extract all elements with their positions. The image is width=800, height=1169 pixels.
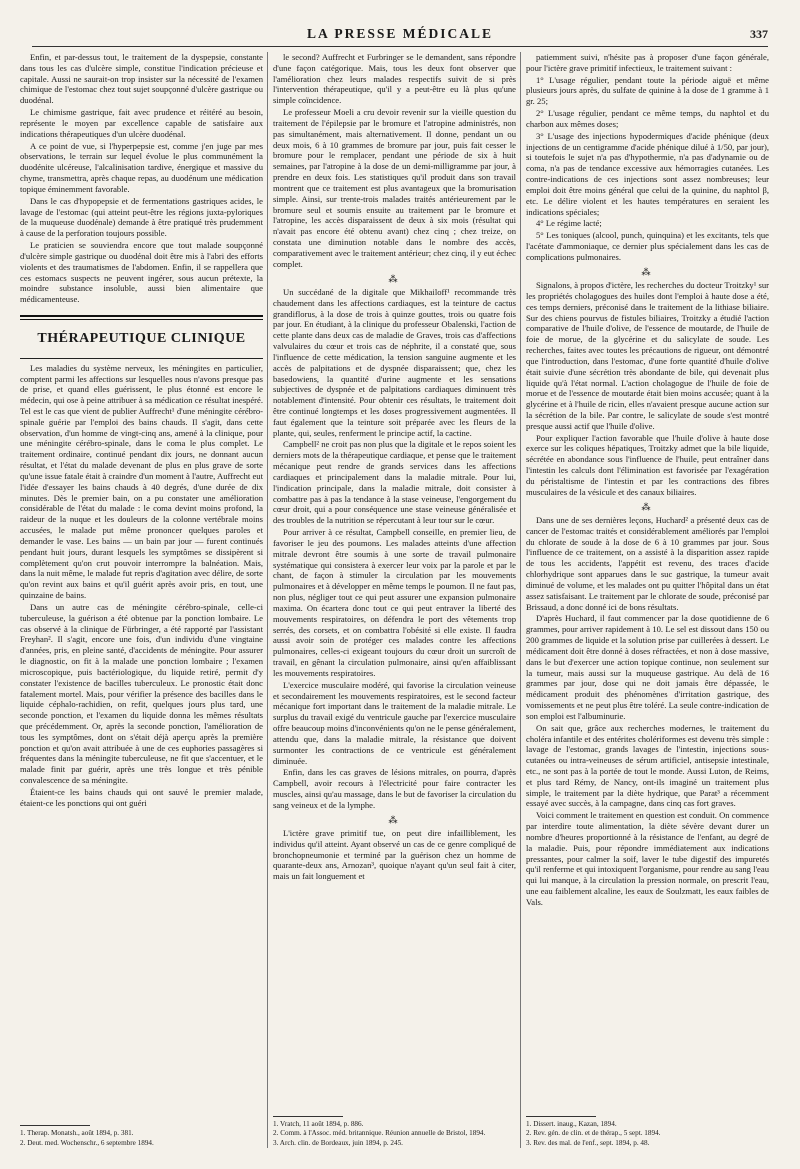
journal-title: LA PRESSE MÉDICALE	[306, 26, 494, 41]
page-number: 337	[750, 26, 768, 41]
paragraph: Voici comment le traitement en question est conduit. On commence par interdire toute alimentation, la diète sévère devant durer un nombre d'heures proportionné à la résistance de l'enfant, au degré de la maladie. Puis, pour répondre immédiatement aux indications pressantes, pour calmer la soif, laver le tube digestif des impuretés qu'il renferme et qui intoxiquent l'organisme, pour rendre au sang l'eau qui lui manque, à la circulation la pression normale, on prescrit l'eau, une eau faiblement alcaline, les eaux de Soulzmatt, les eaux faibles de Vals.	[526, 810, 769, 907]
paragraph: Campbell² ne croit pas non plus que la digitale et le repos soient les derniers mots de la thérapeutique cardiaque, et pense que le traitement mécanique peut rendre de grands services dans les affections cardiaques et principalement dans la maladie mitrale. Pour lui, l'indication principale, dans la maladie mitrale, doit consister à combattre pas à pas la tendance à la stase veineuse, l'engorgement du cœur droit, qui a pour conséquence une stase veineuse généralisée et des troubles de la nutrition se répercutant à leur tour sur le cœur.	[273, 439, 516, 526]
list-item: 2° L'usage régulier, pendant ce même temps, du naphtol et du charbon aux mêmes doses;	[526, 108, 769, 129]
section-stars: ⁂	[388, 273, 401, 284]
column-3	[526, 52, 769, 1148]
footnote: 1. Dissert. inaug., Kazan, 1894.	[526, 1119, 617, 1128]
paragraph: Le chimisme gastrique, fait avec prudence et réitéré au besoin, représente le moyen par excellence capable de satisfaire aux indications thérapeutiques d'un ulcère duodénal.	[20, 107, 263, 139]
paragraph: patiemment suivi, n'hésite pas à proposer d'une façon générale, pour l'ictère grave primitif infectieux, le traitement suivant :	[526, 52, 769, 73]
section-title: THÉRAPEUTIQUE CLINIQUE	[37, 331, 246, 347]
paragraph: L'ictère grave primitif tue, on peut dire infailliblement, les individus qu'il atteint. Ayant observé un cas de ce genre compliqué de bronchopneumonie et terminé par la guérison chez un homme de quarante-deux ans, Arnozan³, quoique n'ayant qu'un seul fait à citer, mais un fait longuement et	[273, 827, 516, 882]
paragraph: Étaient-ce les bains chauds qui ont sauvé le premier malade, étaient-ce les ponctions qui ont guéri	[20, 786, 263, 808]
paragraph: Pour arriver à ce résultat, Campbell conseille, en premier lieu, de favoriser le jeu des poumons. Les malades atteints d'une affection mitrale devront être soumis à une sorte de travail pulmonaire systématique qui consistera à exercer leur voix par la parole et par le chant, de façon à stimuler la circulation par les mouvements pulmonaires et à développer en même temps le poumon. Il ne faut pas, non plus, négliger tout ce qui peut assurer une expansion pulmonaire maxima. On écartera donc tout ce qui peut entraver la liberté des mouvements respiratoires, on défendra le port des vêtements trop serrés, des corsets, et on combattra l'obésité si elle existe. Il faudra aussi avoir soin de protéger ces malades contre les affections pulmonaires, celles-ci exigeant toujours du cœur droit un surcroît de travail, en gênant la circulation pulmonaire, ainsi qu'en affaiblissant les mouvements respiratoires.	[273, 527, 516, 678]
column-1	[20, 52, 263, 1148]
paragraph: L'exercice musculaire modéré, qui favorise la circulation veineuse et secondairement les mouvements respiratoires, est le second facteur mécanique fort important dans le traitement de la maladie mitrale. Le surplus du travail exigé du ventricule gauche par l'exercice musculaire offre beaucoup moins d'inconvénients qu'on ne le pense généralement, attendu que, dans la maladie mitrale, la résistance que doivent surmonter les contractions de ce ventricule est généralement diminuée.	[273, 679, 516, 766]
paragraph: Le professeur Moeli a cru devoir revenir sur la vieille question du traitement de l'épilepsie par le bromure et l'atropine administrés, non pas simultanément, mais alternativement. Il donne, pendant un ou deux mois, 6 à 10 grammes de bromure par jour, puis fait cesser le bromure pour le remplacer, pendant une période de six à huit semaines, par l'atropine à la dose de un demi-milligramme par jour, à prendre en deux fois. Les statistiques qu'il produit dans son travail montrent que ce traitement est plus avantageux que la bromurisation simple. Ainsi, sur trente-trois malades traités antérieurement par le bromure seul et soumis ensuite au traitement par le bromure et l'atropine, les accès disparaissent de deux à six mois (résultat qui n'avait pas encore été obtenu avant) chez cinq ; chez treize, on constata une diminution notable dans le nombre des accès, comparativement avec le traitement antérieur; chez cinq, il y eut échec complet.	[273, 107, 516, 269]
section-rule	[20, 358, 263, 359]
paragraph: A ce point de vue, si l'hyperpepsie est, comme j'en juge par mes observations, le terrain sur lequel évolue le plus communément la duodénite ulcéreuse, l'alcalinisation tardive, énergique et massive du chyme, transmettra, après chaque repas, au duodénum une médication topique éminemment favorable.	[20, 140, 263, 194]
column-divider	[520, 52, 521, 1148]
paragraph: Signalons, à propos d'ictère, les recherches du docteur Troitzky¹ sur les propriétés cholagogues des huiles dont l'emploi à haute dose a été, ces temps derniers, préconisé dans le traitement de la lithiase biliaire. Sur des chiens pourvus de fistules biliaires, Troitzky a étudié l'action comparative de l'huile d'olive, de l'essence de moutarde, de l'huile de foie de morue, de la glycérine et du salicylate de soude. Les recherches, faites avec toutes les précautions de rigueur, ont démontré que l'introduction, dans l'estomac, d'une forte quantité d'huile d'olive était suivie d'une sécrétion très abondante de bile, qui devenait plus liquide qu'à l'état normal. L'action cholagogue de l'huile de foie de morue et de l'essence de moutarde était bien moins accusée; quant à la glycérine et à l'huile de ricin, elles n'avaient presque aucune action sur la sécrétion de la bile. Par contre, le salicylate de soude s'est montré presque aussi actif que l'huile d'olive.	[526, 280, 769, 431]
footnote: 2. Deut. med. Wochenschr., 6 septembre 1894.	[20, 1138, 154, 1147]
footnotes	[20, 1125, 263, 1148]
footnote: 2. Comm. à l'Assoc. méd. britannique. Réunion annuelle de Bristol, 1894.	[273, 1129, 486, 1138]
section-stars: ⁂	[388, 814, 401, 825]
list-item: 5° Les toniques (alcool, punch, quinquina) et les excitants, tels que l'acétate d'ammoniaque, ce dernier plus spécialement dans les cas de complications pulmonaires.	[526, 230, 769, 262]
section-rule	[20, 315, 263, 320]
footnote: 1. Vratch, 11 août 1894, p. 886.	[273, 1119, 364, 1128]
list-item: 1° L'usage régulier, pendant toute la période aiguë et même plusieurs jours après, du sulfate de quinine à la dose de 1 gramme à 1 gr. 25;	[526, 74, 769, 107]
paragraph: Dans une de ses dernières leçons, Huchard² a présenté deux cas de cancer de l'estomac traités et considérablement améliorés par l'emploi du chlorate de soude à la dose de 6 à 10 grammes par jour. Sous l'influence de ce traitement, on a assisté à la disparition assez rapide de tous les accidents, l'appétit est revenu, des traces d'acide chlorhydrique sont apparues dans le suc gastrique, la tumeur avait diminué de volume, et les malades ont pu quitter l'hôpital dans un état assez satisfaisant. Le traitement par le chlorate de soude, préconisé par Brissaud, a donc donné ici de bons résultats.	[526, 514, 769, 612]
column-2	[273, 52, 516, 1148]
footnote: 1. Therap. Monatsh., août 1894, p. 381.	[20, 1129, 134, 1138]
footnote: 3. Arch. clin. de Bordeaux, juin 1894, p. 245.	[273, 1138, 403, 1147]
section-stars: ⁂	[641, 501, 654, 512]
paragraph: le second? Auffrecht et Furbringer se le demandent, sans répondre d'une façon catégorique. Mais, tous les deux font observer que l'amélioration chez leurs malades respectifs suivit de si près l'intervention thérapeutique, qu'il y a peut-être eu là plus qu'une simple coïncidence.	[273, 52, 516, 106]
footnotes	[273, 1116, 516, 1148]
section-stars: ⁂	[641, 266, 654, 277]
paragraph: Enfin, dans les cas graves de lésions mitrales, on pourra, d'après Campbell, avoir recours à l'électricité pour faire contracter les muscles, ainsi qu'au massage, dans le but de favoriser la circulation du sang veineux et de la lymphe.	[273, 767, 516, 810]
paragraph: Le praticien se souviendra encore que tout malade soupçonné d'ulcère simple gastrique ou duodénal doit être mis à l'abri des efforts violents et des traumatismes de l'abdomen. Enfin, il se rappellera que ces estomacs suspects ne peuvent ingérer, sous aucun prétexte, la moindre substance insoluble, aussi bien alimentaire que médicamenteuse.	[20, 240, 263, 305]
paragraph: Enfin, et par-dessus tout, le traitement de la dyspepsie, constante dans tous les cas d'ulcère simple, constitue l'indication précieuse et capitale. Aussi ne saurait-on trop insister sur la nécessité de l'examen chimique de l'estomac chez tout sujet soupçonné d'ulcère gastrique ou duodénal.	[20, 52, 263, 106]
footnote: 2. Rev. gén. de clin. et de thérap., 5 sept. 1894.	[526, 1129, 661, 1138]
footnotes	[526, 1116, 769, 1148]
paragraph: Pour expliquer l'action favorable que l'huile d'olive à haute dose exerce sur les coliques hépatiques, Troitzky admet que la bile liquide, sécrétée en abondance sous l'influence de l'huile, peut entraîner dans l'intestin les calculs dont l'élimination est favorisée par l'exagération du péristaltisme de l'intestin et par les contractions des fibres musculaires de la vésicule et des canaux biliaires.	[526, 432, 769, 497]
footnote-separator	[526, 1116, 596, 1117]
paragraph: On sait que, grâce aux recherches modernes, le traitement du choléra infantile et des entérites cholériformes est devenu très simple : lavage de l'estomac, grands lavages de l'intestin, injections sous-cutanées ou intra-veineuses de sérum artificiel, antisepsie intestinale, etc., ne sont pas à la portée de tout le monde. Aussi Luton, de Reims, et plus tard Rémy, de Nancy, ont-ils imaginé un traitement plus simple, le traitement par la diète hydrique, que Parat³ a récemment essayé avec succès, à la campagne, dans cinq cas fort graves.	[526, 722, 769, 809]
list-item: 3° L'usage des injections hypodermiques d'acide phénique (deux injections de un centigramme d'acide phénique dilué à 1/50, par jour), si toutefois le sujet n'a pas d'hypothermie, n'a pas d'adynamie ou de coma, n'a pas de tendance excessive aux hémorragies cutanées. Les contre-indications de ces injections sont assez nombreuses; leur emploi doit être moins général que celui de la quinine, du naphtol β, etc. Le délire violent et les hautes températures en seraient les indications spéciales;	[526, 130, 769, 217]
footnote-separator	[20, 1125, 90, 1126]
page-header	[32, 22, 768, 47]
paragraph: Dans un autre cas de méningite cérébro-spinale, celle-ci tuberculeuse, la guérison a été obtenue par la ponction lombaire. Le cas observé à la clinique de Fürbringer, a été rapporté par l'assistant Freyhan². Il s'agit, encore une fois, d'un individu d'une vingtaine d'années, pris, en pleine santé, d'accidents de méningite. Pour assurer le diagnostic, on fit à la malade une ponction lombaire ; l'examen microscopique, puis bactériologique, du liquide retiré, permit d'y constater l'existence de bacilles tuberculeux. Le pronostic était donc fatalement mortel. Mais, pour vérifier la présence des bacilles dans le liquide céphalo-rachidien, on refit, quelques jours plus tard, une seconde ponction, et l'examen du liquide donna les mêmes résultats que précédemment. Or, après la seconde ponction, l'amélioration de tous les symptômes, dont on s'était déjà aperçu après la première ponction et qu'on avait attribuée à une de ces euphories passagères si fréquentes dans la méningite tuberculeuse, ne fit que s'accentuer, et le malade finit par guérir, après une très longue et très pénible convalescence de sa méningite.	[20, 601, 263, 786]
paragraph: D'après Huchard, il faut commencer par la dose quotidienne de 6 grammes, pour arriver rapidement à 10. Le sel est dissout dans 150 ou 200 grammes de liquide et la solution prise par cuillerées à dessert. Le médicament doit être donné à doses réfractées, et non à dose massive, dans le but d'exercer une action topique continue, non seulement sur la tumeur, mais aussi sur la muqueuse gastrique. Au delà de 16 grammes par jour, dose qui ne doit jamais être dépassée, le médicament produit des phénomènes d'irritation gastrique, des vomissements et ne peut plus être toléré. La seule contre-indication de son emploi est l'albuminurie.	[526, 613, 769, 721]
footnote-separator	[273, 1116, 343, 1117]
footnote: 3. Rev. des mal. de l'enf., sept. 1894, p. 48.	[526, 1138, 650, 1147]
list-item: 4° Le régime lacté;	[536, 218, 602, 229]
paragraph: Dans le cas d'hypopepsie et de fermentations gastriques acides, le lavage de l'estomac (qui atteint peut-être les régions juxta-pyloriques de la muqueuse duodénale) demande à être pratiqué très prudemment à cause de la perforation toujours possible.	[20, 195, 263, 239]
paragraph: Les maladies du système nerveux, les méningites en particulier, comptent parmi les affections sur lesquelles nous n'avons presque pas de prise, et quand elles guérissent, le plus étonné est encore le médecin, qui ose à peine attribuer à sa médication ce résultat inespéré. Tel est le cas que vient de publier Auffrecht¹ d'une méningite cérébro-spinale guérie par l'emploi des bains chauds. Il s'agit, dans cette observation, d'un homme de vingt-cinq ans, amené à la clinique, pour une méningite cérébro-spinale, dans le coma le plus complet. Le traitement ordinaire, continué pendant dix jours, ne donnant aucun résultat, et l'état du malade devenant de plus en plus grave de sorte qu'une issue fatale était à craindre d'un moment à l'autre, Auffrecht eut l'idée d'essayer les bains chauds à 40 degrés, d'une durée de dix minutes. Dès le premier bain, on a pu constater une amélioration considérable de l'état du malade : le coma devint moins profond, la raideur de la nuque et les douleurs de la colonne vertébrale moins accusées, le malade put même prononcer quelques paroles et demander le vase. Les bains — un bain par jour — furent continués pendant huit jours, durant lesquels les symptômes se dissipèrent si complètement qu'on crut pouvoir interrompre la balnéation. Mais, dans la nuit même, le malade fut repris d'agitation avec délire, de sorte qu'on revint aux bains et qu'il guérit après avoir pris, en tout, une quinzaine de bains.	[20, 362, 263, 601]
column-divider	[267, 52, 268, 1148]
paragraph: Un succédané de la digitale que Mikhailoff¹ recommande très chaudement dans les affections cardiaques, est la teinture de cactus grandiflorus, à la dose de trois à quinze gouttes, trois ou quatre fois par jour. En étudiant, à la clinique du professeur Obalenski, l'action de cette plante dans deux cas de maladie de Graves, trois cas d'affections valvulaires du cœur et trois cas de néphrite, il a constaté que, sous l'influence de cette médication, la tension sanguine augmente et les accès de palpitations et de dyspnée disparaissent; que, chez les basedowiens, la quantité d'urine augmente et les sensations subjectives de dyspnée et de palpitations cardiaques diminuent très notablement d'intensité. Pour obtenir ces résultats, le traitement doit être continué longtemps et les doses progressivement augmentées. Il faut également que la teinture soit préparée avec les fleurs de la plante, qui, seules, renferment le principe actif, la cactine.	[273, 286, 516, 438]
